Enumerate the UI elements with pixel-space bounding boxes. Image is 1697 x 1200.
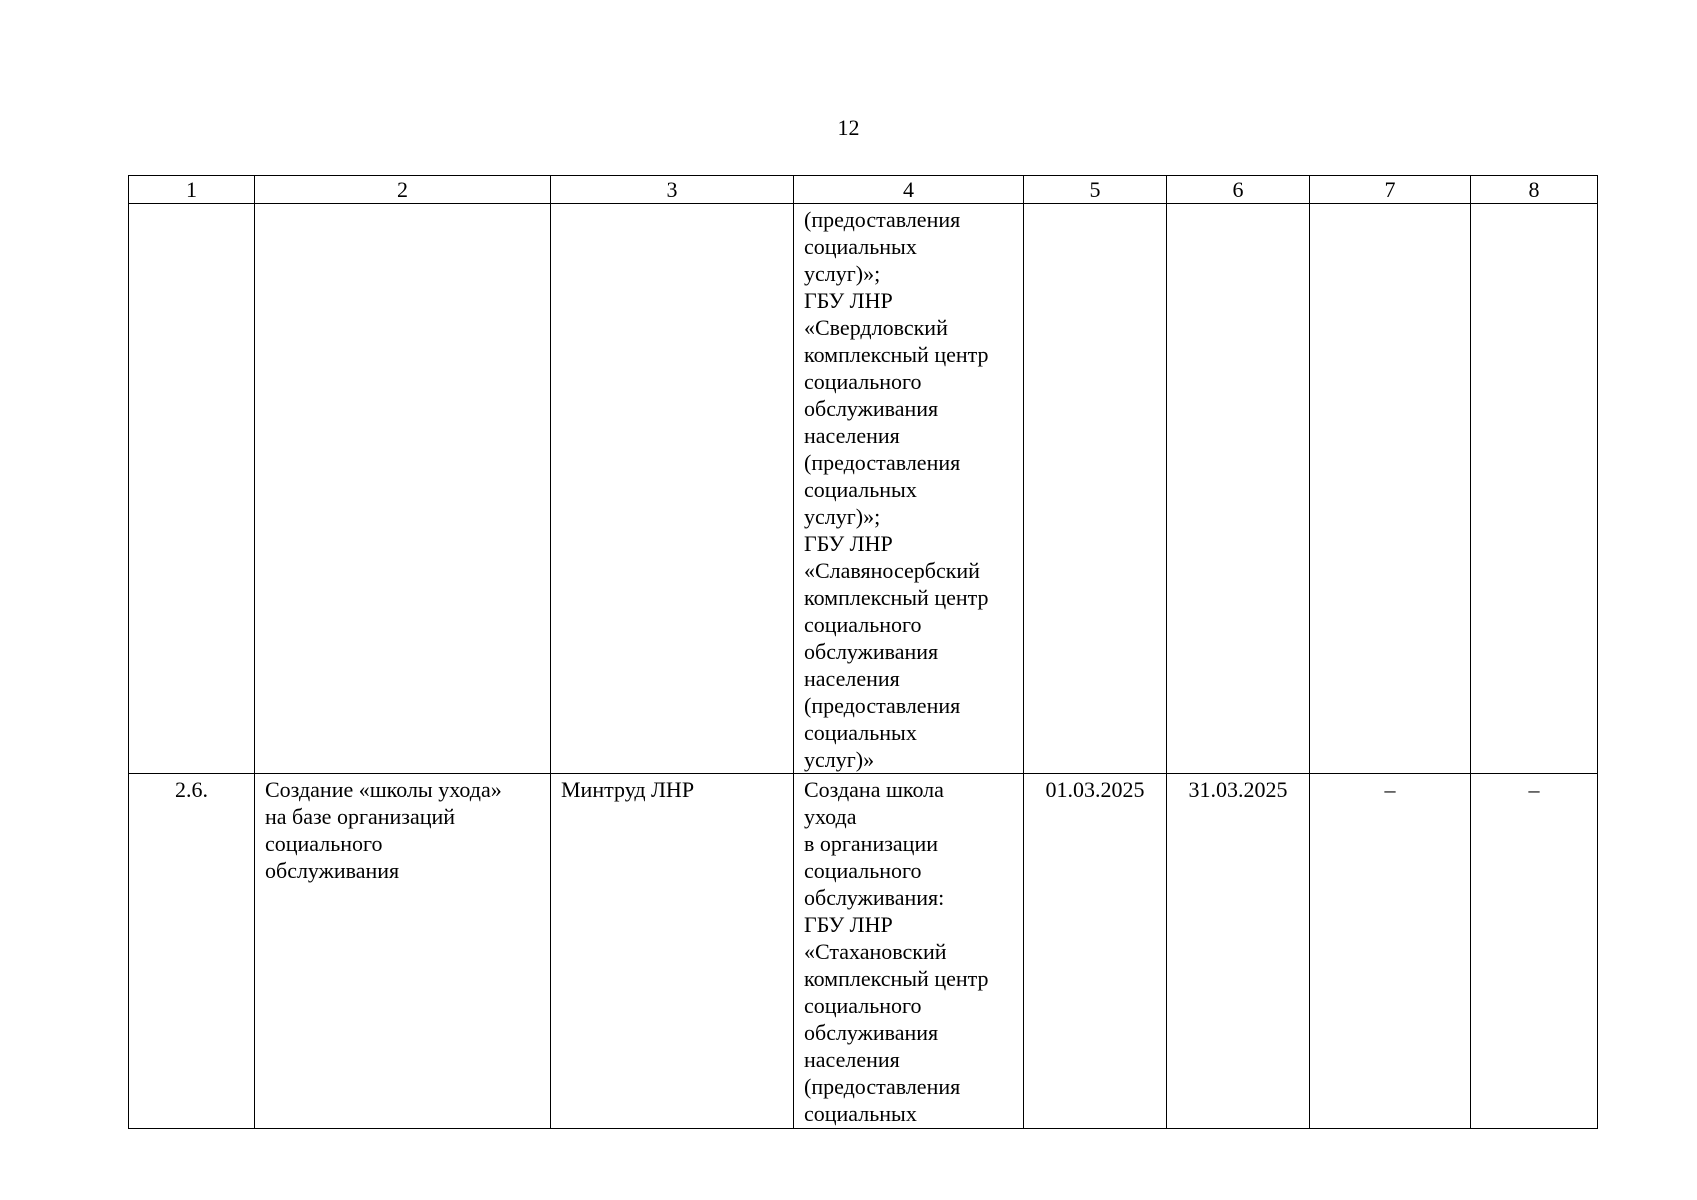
result-line: населения <box>804 666 900 691</box>
column-header-3: 3 <box>551 176 794 204</box>
cell-start-date <box>1024 204 1167 774</box>
result-line: ГБУ ЛНР <box>804 288 893 313</box>
table-row-continuation <box>129 204 1598 774</box>
table-row-2-6 <box>129 774 1598 1129</box>
result-line: (предоставления <box>804 693 961 718</box>
result-line: социального <box>804 858 922 883</box>
result-line: услуг)»; <box>804 504 881 529</box>
cell-result <box>794 774 1024 1129</box>
cell-end-date <box>1167 204 1310 774</box>
result-line: обслуживания <box>804 639 939 664</box>
result-line: комплексный центр <box>804 966 989 991</box>
result-line: обслуживания <box>804 1020 939 1045</box>
event-line: социального <box>265 831 383 856</box>
event-line: Создание «школы ухода» <box>265 777 502 802</box>
result-line: услуг)»; <box>804 261 881 286</box>
result-line: ГБУ ЛНР <box>804 531 893 556</box>
result-line: ухода <box>804 804 857 829</box>
result-line: обслуживания: <box>804 885 945 910</box>
result-line: социального <box>804 612 922 637</box>
plan-table <box>128 175 1598 1129</box>
result-line: социальных <box>804 477 917 502</box>
column-header-6: 6 <box>1167 176 1310 204</box>
column-header-4: 4 <box>794 176 1024 204</box>
cell-number <box>129 204 255 774</box>
cell-event <box>255 204 551 774</box>
result-line: обслуживания <box>804 396 939 421</box>
result-line: населения <box>804 423 900 448</box>
result-line: населения <box>804 1047 900 1072</box>
result-line: социальных <box>804 234 917 259</box>
cell-executor: Минтруд ЛНР <box>551 774 794 1129</box>
cell-event <box>255 774 551 1129</box>
result-line: социальных <box>804 720 917 745</box>
result-line: (предоставления <box>804 207 961 232</box>
page-number: 12 <box>837 115 860 140</box>
result-line: услуг)» <box>804 747 875 772</box>
result-line: Создана школа <box>804 777 944 802</box>
result-line: «Стахановский <box>804 939 947 964</box>
result-line: комплексный центр <box>804 585 989 610</box>
column-header-1: 1 <box>129 176 255 204</box>
column-number-row <box>129 176 1598 204</box>
cell-result <box>794 204 1024 774</box>
result-line: (предоставления <box>804 450 961 475</box>
result-line: ГБУ ЛНР <box>804 912 893 937</box>
cell-start-date: 01.03.2025 <box>1024 774 1167 1129</box>
column-header-7: 7 <box>1310 176 1471 204</box>
column-header-2: 2 <box>255 176 551 204</box>
event-line: обслуживания <box>265 858 400 883</box>
result-line: комплексный центр <box>804 342 989 367</box>
column-header-8: 8 <box>1471 176 1598 204</box>
cell-number: 2.6. <box>129 774 255 1129</box>
result-line: (предоставления <box>804 1074 961 1099</box>
result-line: социальных <box>804 1101 917 1126</box>
result-line: в организации <box>804 831 938 856</box>
result-line: «Свердловский <box>804 315 948 340</box>
cell-end-date: 31.03.2025 <box>1167 774 1310 1129</box>
cell-col-7: – <box>1310 774 1471 1129</box>
cell-executor <box>551 204 794 774</box>
column-header-5: 5 <box>1024 176 1167 204</box>
cell-col-8: – <box>1471 774 1598 1129</box>
result-line: «Славяносербский <box>804 558 980 583</box>
cell-col-8 <box>1471 204 1598 774</box>
event-line: на базе организаций <box>265 804 456 829</box>
result-line: социального <box>804 993 922 1018</box>
result-line: социального <box>804 369 922 394</box>
cell-col-7 <box>1310 204 1471 774</box>
